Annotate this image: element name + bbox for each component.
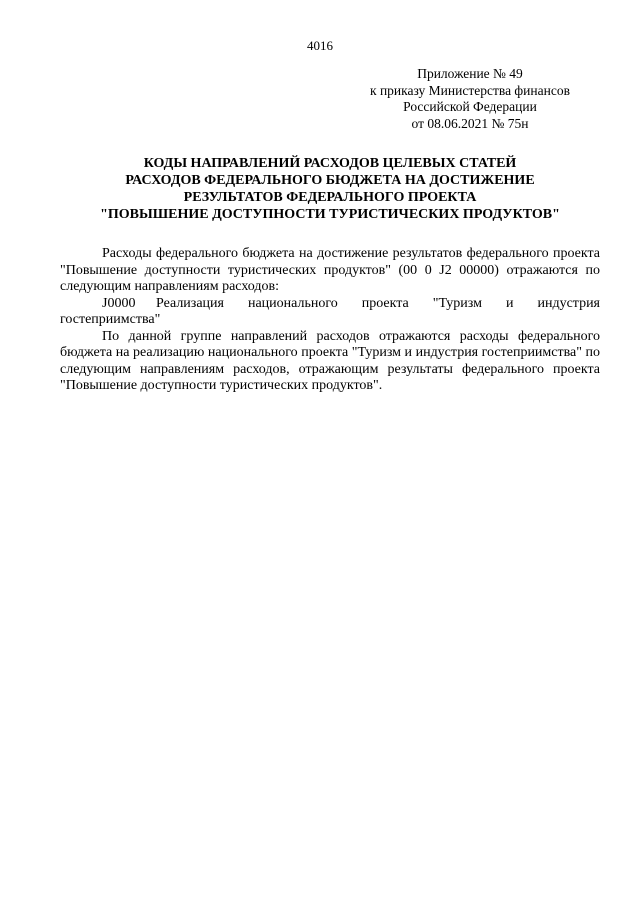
paragraph-intro: Расходы федерального бюджета на достижение результатов федерального проекта "Повышение доступности туристических продуктов" (00 0 J2 00000) отражаются по следующим направлениям расходов: [60,246,600,294]
appendix-number: Приложение № 49 [417,66,523,81]
appendix-order-ref: к приказу Министерства финансов [370,82,570,98]
code-entry [60,296,600,313]
expense-code: J0000 [102,295,136,311]
page-number: 4016 [307,38,333,53]
appendix-header [340,66,600,132]
title-line-2: РАСХОДОВ ФЕДЕРАЛЬНОГО БЮДЖЕТА НА ДОСТИЖЕНИЕ [125,173,535,188]
expense-description: Реализация национального проекта "Туризм и индустрия [156,295,600,311]
expense-description-continuation: гостеприимства" [60,312,161,327]
title-line-1: КОДЫ НАПРАВЛЕНИЙ РАСХОДОВ ЦЕЛЕВЫХ СТАТЕЙ [143,156,517,171]
appendix-date: от 08.06.2021 № 75н [411,115,529,131]
document-body [60,246,600,395]
paragraph-group: По данной группе направлений расходов отражаются расходы федерального бюджета на реализацию национального проекта "Туризм и индустрия гостеприимства" по следующим направлениям расходов, отражающим результаты федерального проекта "Повышение доступности туристических продуктов". [60,328,600,393]
title-line-3: РЕЗУЛЬТАТОВ ФЕДЕРАЛЬНОГО ПРОЕКТА [183,190,477,205]
document-title [60,155,600,223]
title-line-4: "ПОВЫШЕНИЕ ДОСТУПНОСТИ ТУРИСТИЧЕСКИХ ПРОДУКТОВ" [100,207,560,222]
appendix-federation: Российской Федерации [403,99,537,114]
